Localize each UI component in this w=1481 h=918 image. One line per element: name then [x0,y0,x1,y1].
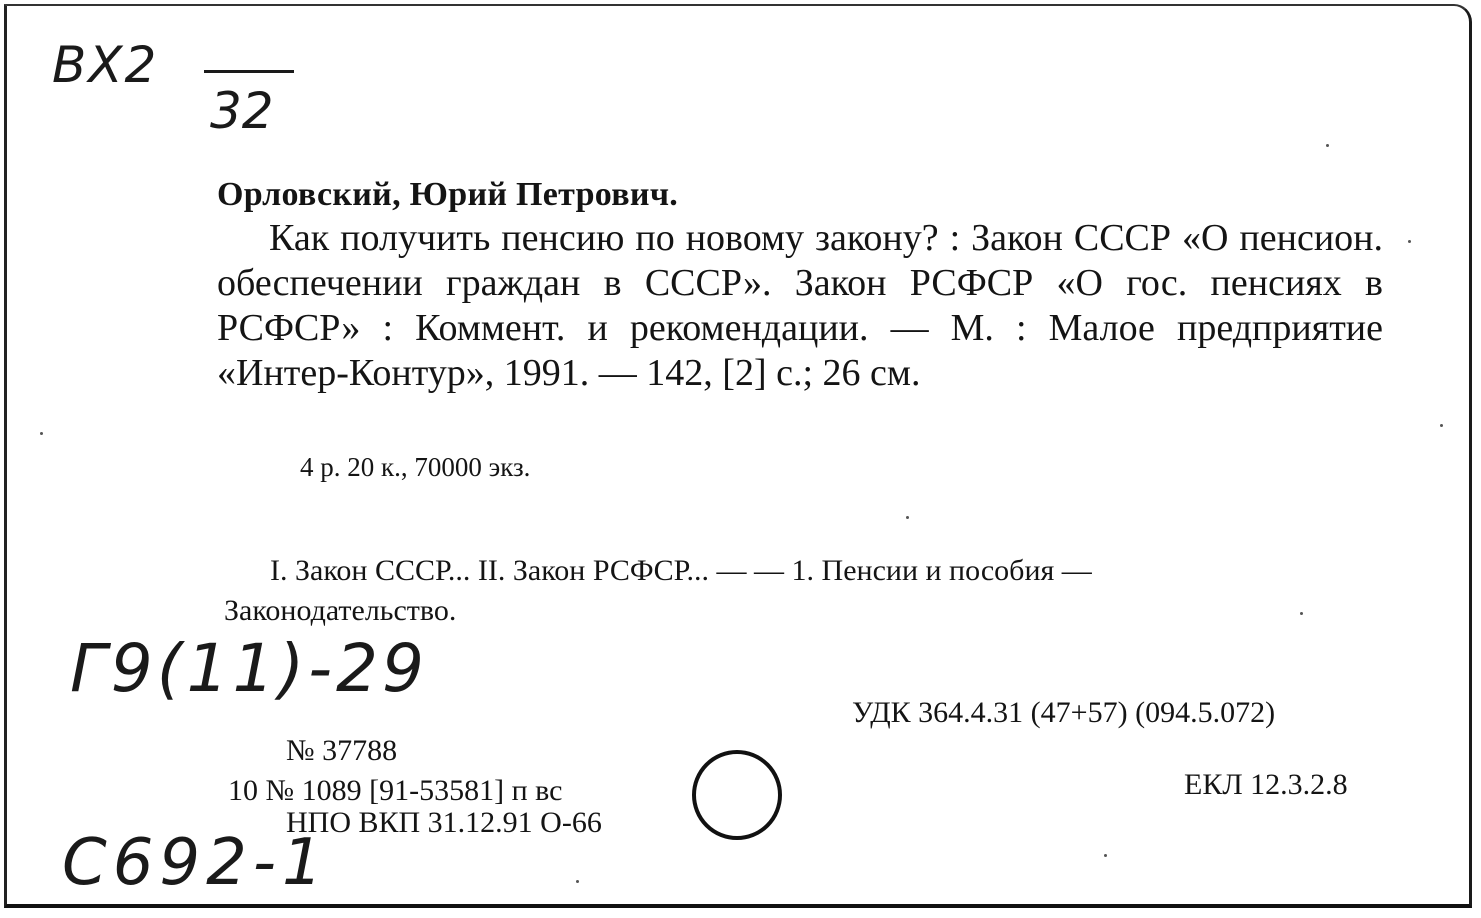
speck [1300,612,1303,615]
price-and-print-run: 4 р. 20 к., 70000 экз. [300,452,531,482]
shelf-mark-top: ВХ2 [52,36,159,94]
shelf-mark-bottom: 32 [210,82,274,140]
classification-code: Г9(11)-29 [70,630,429,707]
stamp-circle [692,750,782,840]
print-info-2: НПО ВКП 31.12.91 О-66 [286,806,602,839]
speck [1440,424,1443,427]
description-text: Как получить пенсию по новому закону? : Закон СССР «О пенсион. обеспечении граждан в СССР». Закон РСФСР «О гос. пенсиях в РСФСР» : Коммент. и рекомендации. — М. : Малое предприятие «Интер-Контур», 1991. — 142, [2] с.; 26 см. [217,217,1383,394]
card-number: № 37788 [286,734,398,767]
speck [40,432,43,435]
speck [1104,854,1107,857]
speck [906,516,909,519]
ekl-code: ЕКЛ 12.3.2.8 [1184,768,1348,801]
cutter-mark: С692-1 [62,826,329,900]
print-info-1: 10 № 1089 [91-53581] п вс [228,774,563,807]
udk-code: УДК 364.4.31 (47+57) (094.5.072) [852,696,1276,729]
shelf-mark-divider [204,70,294,73]
speck [1326,144,1329,147]
tracings-line-2: Законодательство. [224,594,457,627]
speck [1408,240,1411,243]
speck [576,880,579,883]
author-heading: Орловский, Юрий Петрович. [217,176,679,213]
bibliographic-description [217,216,1383,396]
tracings-line-1: I. Закон СССР... II. Закон РСФСР... — — 1. Пенсии и пособия — [270,554,1092,587]
